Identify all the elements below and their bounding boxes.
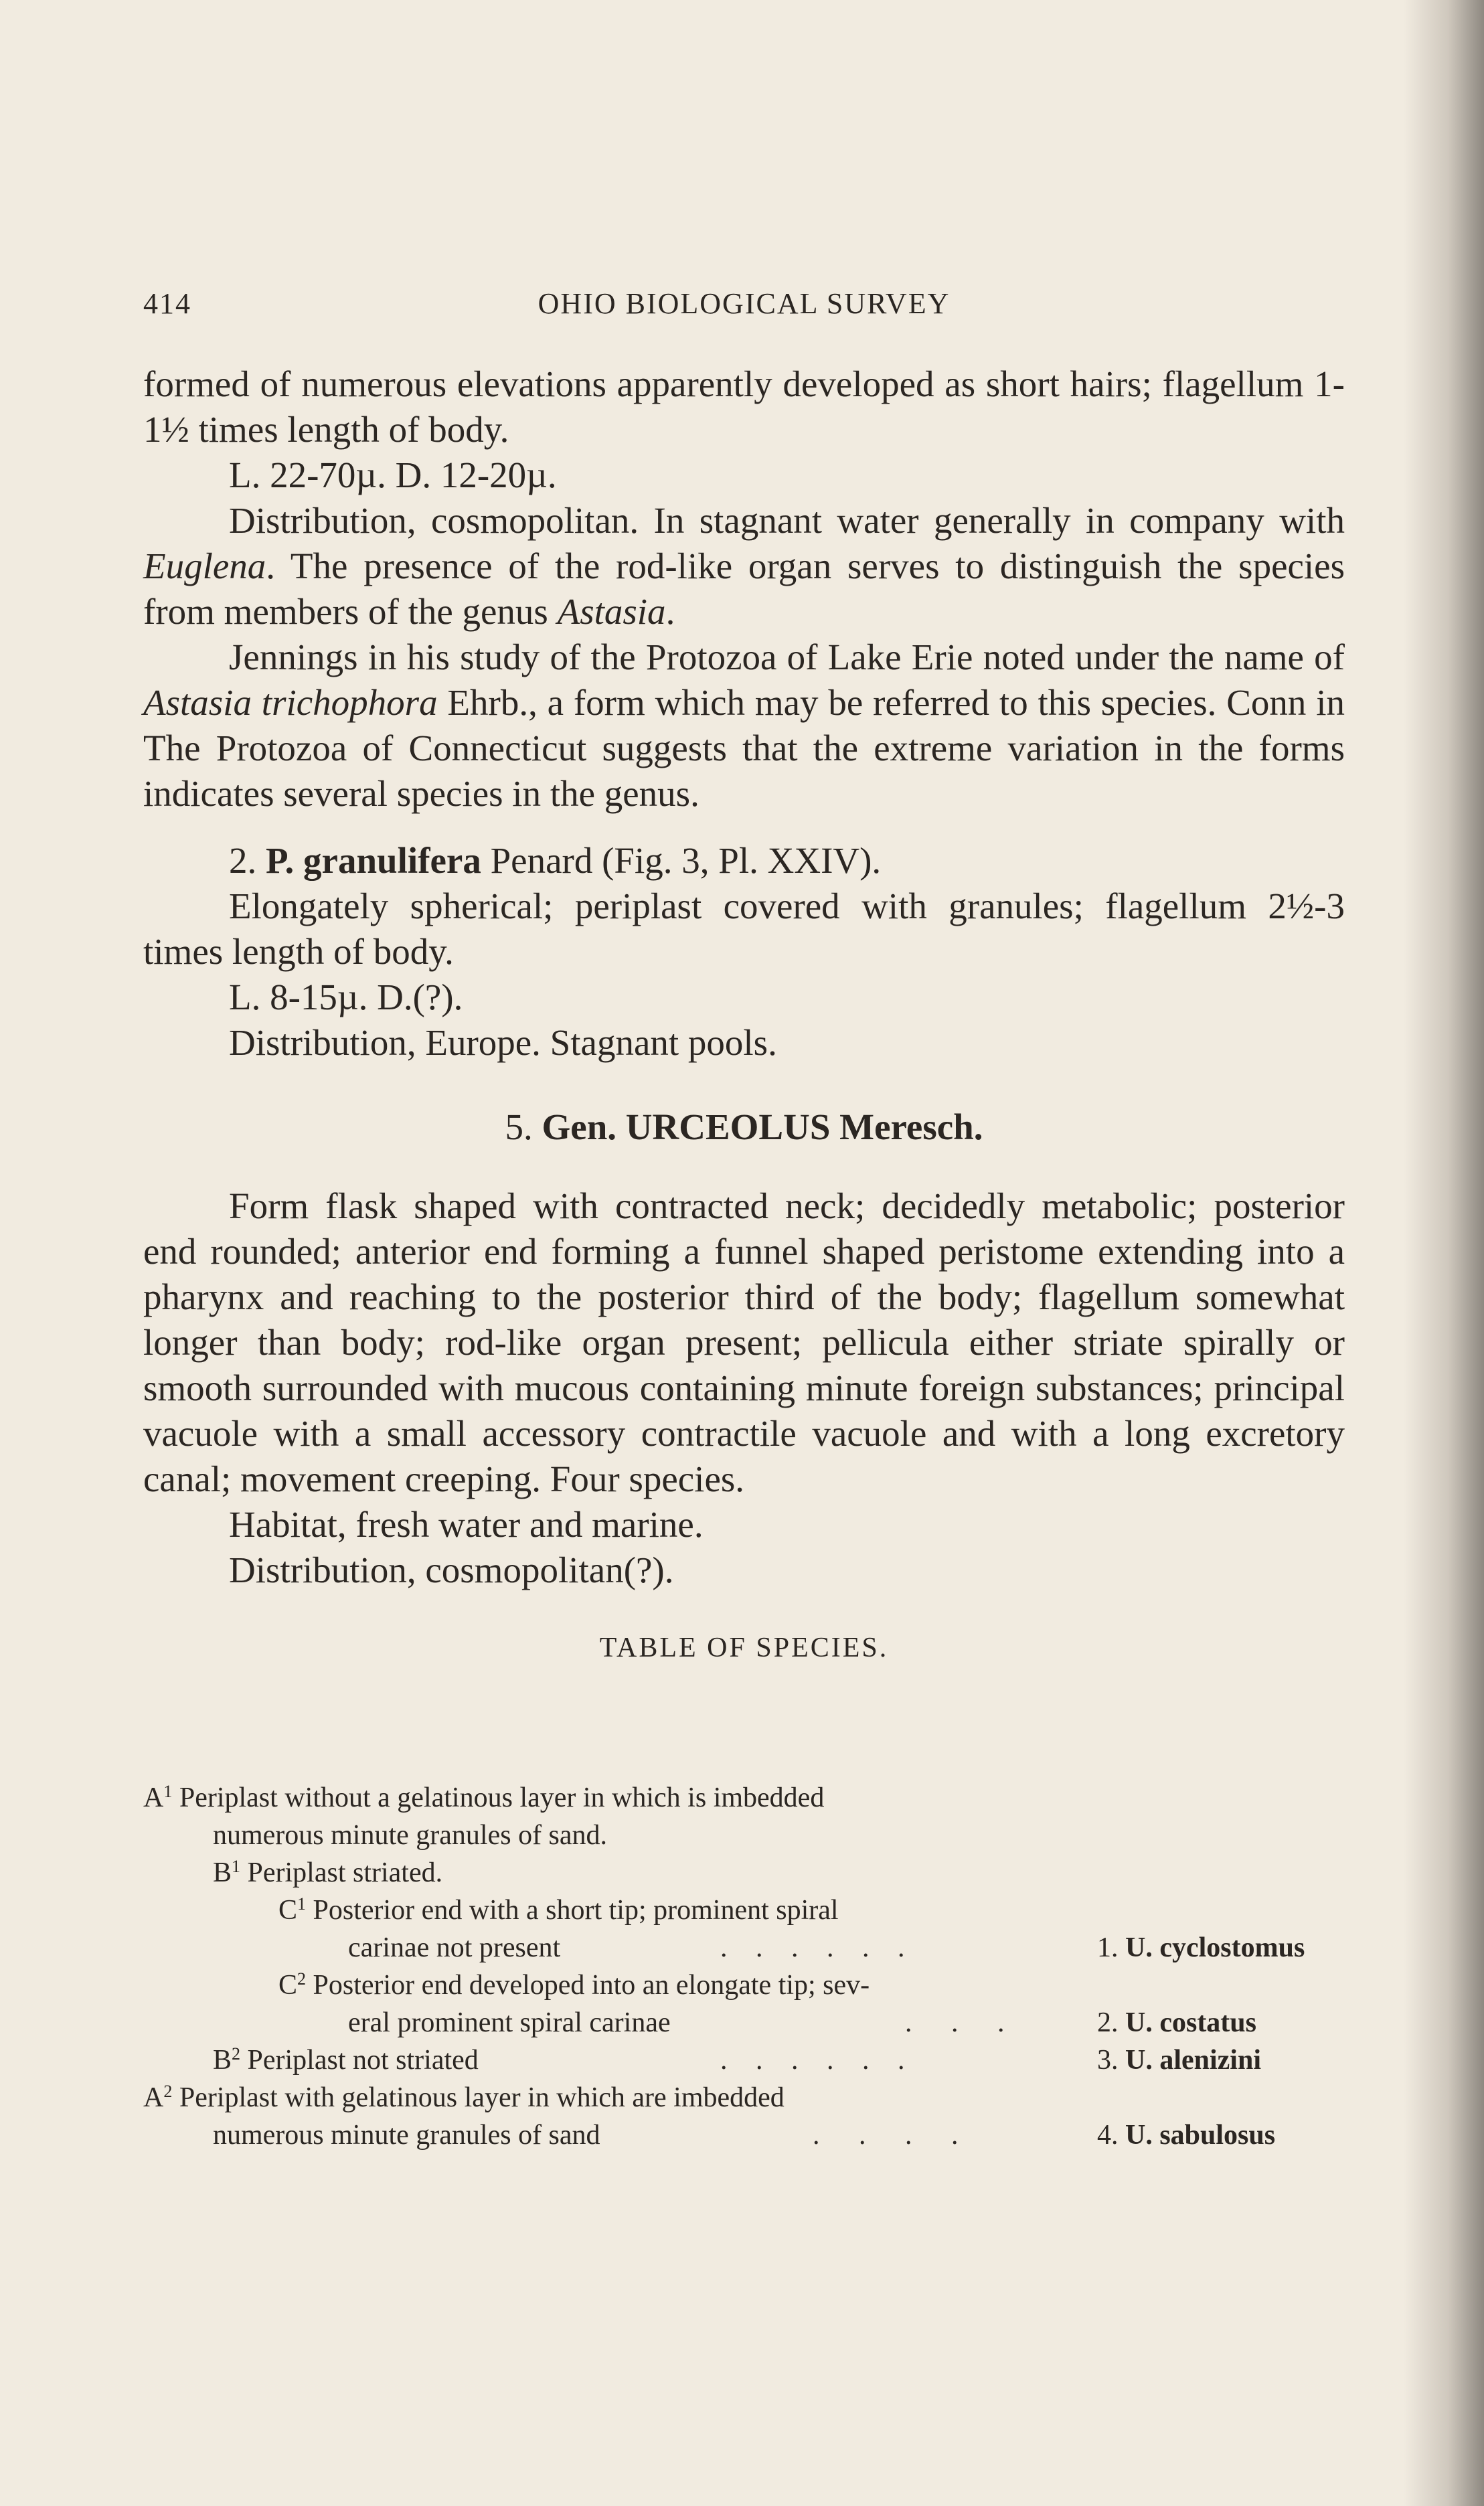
table-title: TABLE OF SPECIES. [599,1633,889,1663]
genus-number: 5. [505,1106,542,1147]
key-label-sup: 1 [232,1857,241,1876]
paragraph: Habitat, fresh water and marine. [229,1504,704,1545]
key-row [143,1892,1345,1929]
species-authority: Penard (Fig. 3, Pl. XXIV). [481,840,882,881]
genus-heading [143,1104,1345,1150]
paragraph: Elongately spherical; periplast covered with granules; flagellum 2½-3 times length of body. [143,886,1345,972]
key-line [143,2079,785,2116]
genus-name-italic: Astasia [557,591,666,632]
species-name: U. sabulosus [1125,2120,1276,2151]
text-run: Jennings in his study of the Protozoa of Lake Erie noted under the name of [229,637,1345,677]
measurements: L. 22-70µ. D. 12-20µ. [229,454,557,495]
text-run: Ehrb., a form which may be referred to this species. Conn in The Protozoa of Connecticut suggests that the extreme variation in the forms indicates several species in the genus. [143,682,1345,814]
key-row [143,1817,1345,1854]
leader-dots: . . . [905,2007,1005,2038]
species-key [143,1779,1345,2154]
key-label: A [143,1782,164,1813]
key-label: B [213,1857,232,1888]
species-name: U. alenizini [1125,2045,1262,2076]
result-number: 3. [1097,2045,1125,2076]
key-text: carinae not present [348,1932,561,1963]
key-row [143,1854,1345,1892]
leader-dots: . . . . . . [720,1932,905,1963]
key-text: Periplast not striated [240,2045,479,2076]
key-label: C [278,1895,298,1926]
key-text: Posterior end developed into an elongate tip; sev- [306,1970,870,2001]
species-name: P. granulifera [266,840,481,881]
species-heading [143,838,1345,884]
paragraph: Distribution, cosmopolitan(?). [229,1550,674,1590]
key-line [143,1779,824,1817]
key-label-sup: 1 [297,1894,307,1914]
paragraph: Form flask shaped with contracted neck; decidedly metabolic; posterior end rounded; anterior end forming a funnel shaped peristome extending into a pharynx and reaching to the posterior third of the body; flagellum somewhat longer than body; rod-like organ present; pellicula either striate spirally or smooth surrounded with mucous containing minute foreign substances; principal vacuole with a small accessory contractile vacuole and with a long excretory canal; movement creeping. Four species. [143,1185,1345,1499]
key-row [143,2004,1345,2041]
paragraph: Distribution, Europe. Stagnant pools. [229,1022,777,1063]
key-label: C [278,1970,298,2001]
key-line [278,1892,839,1929]
leader-dots: . . . . [813,2120,959,2151]
page-edge-shadow [1404,0,1484,2506]
species-name: U. cyclostomus [1125,1932,1305,1963]
text-run: Distribution, cosmopolitan. In stagnant water generally in company with [229,500,1345,541]
key-line [213,1854,442,1892]
key-text: eral prominent spiral carinae [348,2007,671,2038]
key-line [213,2041,479,2079]
key-result [1097,2041,1261,2079]
genus-name: Gen. URCEOLUS Meresch. [542,1106,983,1147]
key-label: B [213,2045,232,2076]
text-run: . [665,591,675,632]
key-label-sup: 1 [163,1782,173,1801]
key-text: Periplast with gelatinous layer in which are imbedded [172,2082,785,2113]
genus-name-italic: Euglena [143,546,266,586]
measurements: L. 8-15µ. D.(?). [229,977,463,1017]
result-number: 1. [1097,1932,1125,1963]
species-name-italic: Astasia trichophora [143,682,438,723]
key-label-sup: 2 [297,1969,307,1989]
key-row [143,2116,1345,2154]
key-row [143,1967,1345,2004]
paragraph [143,498,1345,635]
result-number: 4. [1097,2120,1125,2151]
running-title: OHIO BIOLOGICAL SURVEY [538,287,951,320]
species-name: U. costatus [1125,2007,1256,2038]
page-body [143,361,1345,1671]
paragraph: formed of numerous elevations apparently developed as short hairs; flagellum 1-1½ times length of body. [143,363,1345,450]
key-result [1097,2116,1275,2154]
key-label: A [143,2082,164,2113]
key-label-sup: 2 [232,2044,241,2064]
key-text: Periplast striated. [240,1857,443,1888]
key-line [278,1967,870,2004]
key-text: Posterior end with a short tip; prominent spiral [306,1895,839,1926]
key-text: numerous minute granules of sand [213,2120,600,2151]
species-number: 2. [229,840,266,881]
key-result [1097,2004,1256,2041]
key-text: Periplast without a gelatinous layer in which is imbedded [172,1782,825,1813]
leader-dots: . . . . . . [720,2045,905,2076]
page-number: 414 [143,287,191,320]
key-result [1097,1929,1305,1967]
key-label-sup: 2 [163,2082,173,2101]
key-row [143,1929,1345,1967]
result-number: 2. [1097,2007,1125,2038]
key-text: numerous minute granules of sand. [213,1820,608,1851]
key-row [143,2079,1345,2116]
text-run: . The presence of the rod-like organ serves to distinguish the species from members of the genus [143,546,1345,632]
key-row [143,1779,1345,1817]
page-header [143,286,1345,333]
paragraph [143,635,1345,817]
key-row [143,2041,1345,2079]
